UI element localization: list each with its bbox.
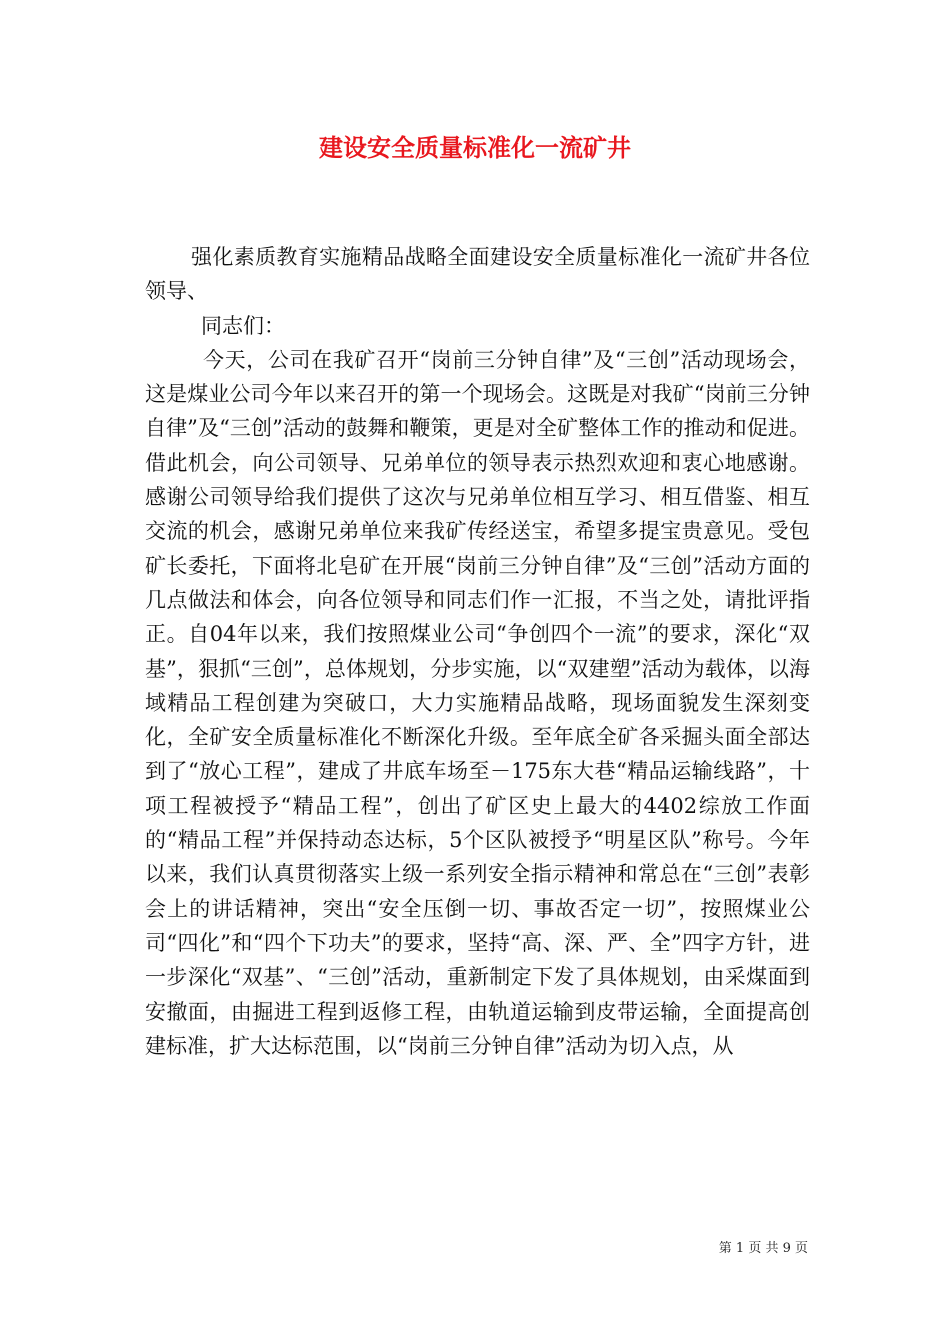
main-paragraph: 今天，公司在我矿召开“岗前三分钟自律”及“三创”活动现场会，这是煤业公司今年以来召开的第一个现场会。这既是对我矿“岗前三分钟自律”及“三创”活动的鼓舞和鞭策，更是对全矿整体工作的推动和促进。借此机会，向公司领导、兄弟单位的领导表示热烈欢迎和衷心地感谢。感谢公司领导给我们提供了这次与兄弟单位相互学习、相互借鉴、相互交流的机会，感谢兄弟单位来我矿传经送宝，希望多提宝贵意见。受包矿长委托，下面将北皂矿在开展“岗前三分钟自律”及“三创”活动方面的几点做法和体会，向各位领导和同志们作一汇报，不当之处，请批评指正。自04年以来，我们按照煤业公司“争创四个一流”的要求，深化“双基”，狠抓“三创”，总体规划，分步实施，以“双建塑”活动为载体，以海域精品工程创建为突破口，大力实施精品战略，现场面貌发生深刻变化，全矿安全质量标准化不断深化升级。至年底全矿各采掘头面全部达到了“放心工程”，建成了井底车场至－175东大巷“精品运输线路”，十项工程被授予“精品工程”，创出了矿区史上最大的4402综放工作面的“精品工程”并保持动态达标，5个区队被授予“明星区队”称号。今年以来，我们认真贯彻落实上级一系列安全指示精神和常总在“三创”表彰会上的讲话精神，突出“安全压倒一切、事故否定一切”，按照煤业公司“四化”和“四个下功夫”的要求，坚持“高、深、严、全”四字方针，进一步深化“双基”、“三创”活动，重新制定下发了具体规划，由采煤面到安撤面，由掘进工程到返修工程，由轨道运输到皮带运输，全面提高创建标准，扩大达标范围，以“岗前三分钟自律”活动为切入点，从	[145, 347, 810, 1058]
salutation-paragraph: 同志们：	[201, 313, 285, 338]
page-number-footer: 第 1 页 共 9 页	[718, 1241, 808, 1256]
intro-paragraph: 强化素质教育实施精品战略全面建设安全质量标准化一流矿井各位领导、	[145, 245, 810, 304]
document-title: 建设安全质量标准化一流矿井	[319, 133, 631, 162]
document-body	[145, 240, 810, 1063]
